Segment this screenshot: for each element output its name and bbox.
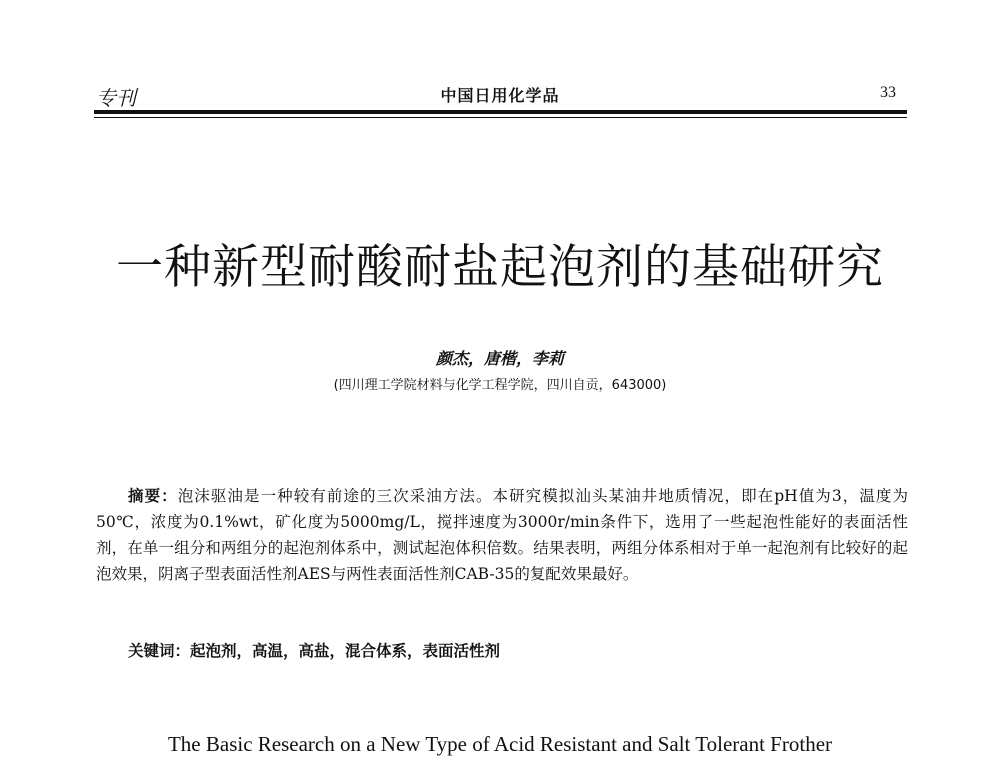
keywords [128,639,500,661]
article-title: 一种新型耐酸耐盐起泡剂的基础研究 [116,240,884,295]
journal-name: 中国日用化学品 [440,86,560,105]
authors: 颜杰，唐楷，李莉 [435,349,564,368]
abstract-text: 泡沫驱油是一种较有前途的三次采油方法。本研究模拟汕头某油井地质情况，即在pH值为3，温度为50℃，浓度为0.1%wt，矿化度为5000mg/L，搅拌速度为3000r/min条件下，选用了一些起泡性能好的表面活性剂，在单一组分和两组分的起泡剂体系中，测试起泡体积倍数。结果表明，两组分体系相对于单一起泡剂有比较好的起泡效果，阴离子型表面活性剂AES与两性表面活性剂CAB-35的复配效果最好。 [96,487,908,583]
header-rule-thin [94,117,907,118]
keywords-label: 关键词： [128,641,191,660]
page-number: 33 [880,84,896,101]
keywords-text: 起泡剂，高温，高盐，混合体系，表面活性剂 [190,641,501,660]
abstract-label: 摘要： [128,486,178,505]
abstract [96,483,908,587]
english-title: The Basic Research on a New Type of Acid Resistant and Salt Tolerant Frother [167,732,833,756]
column-label: 专刊 [96,86,136,110]
header-rule-thick [94,110,907,114]
affiliation: (四川理工学院材料与化学工程学院，四川自贡，643000) [333,378,667,393]
